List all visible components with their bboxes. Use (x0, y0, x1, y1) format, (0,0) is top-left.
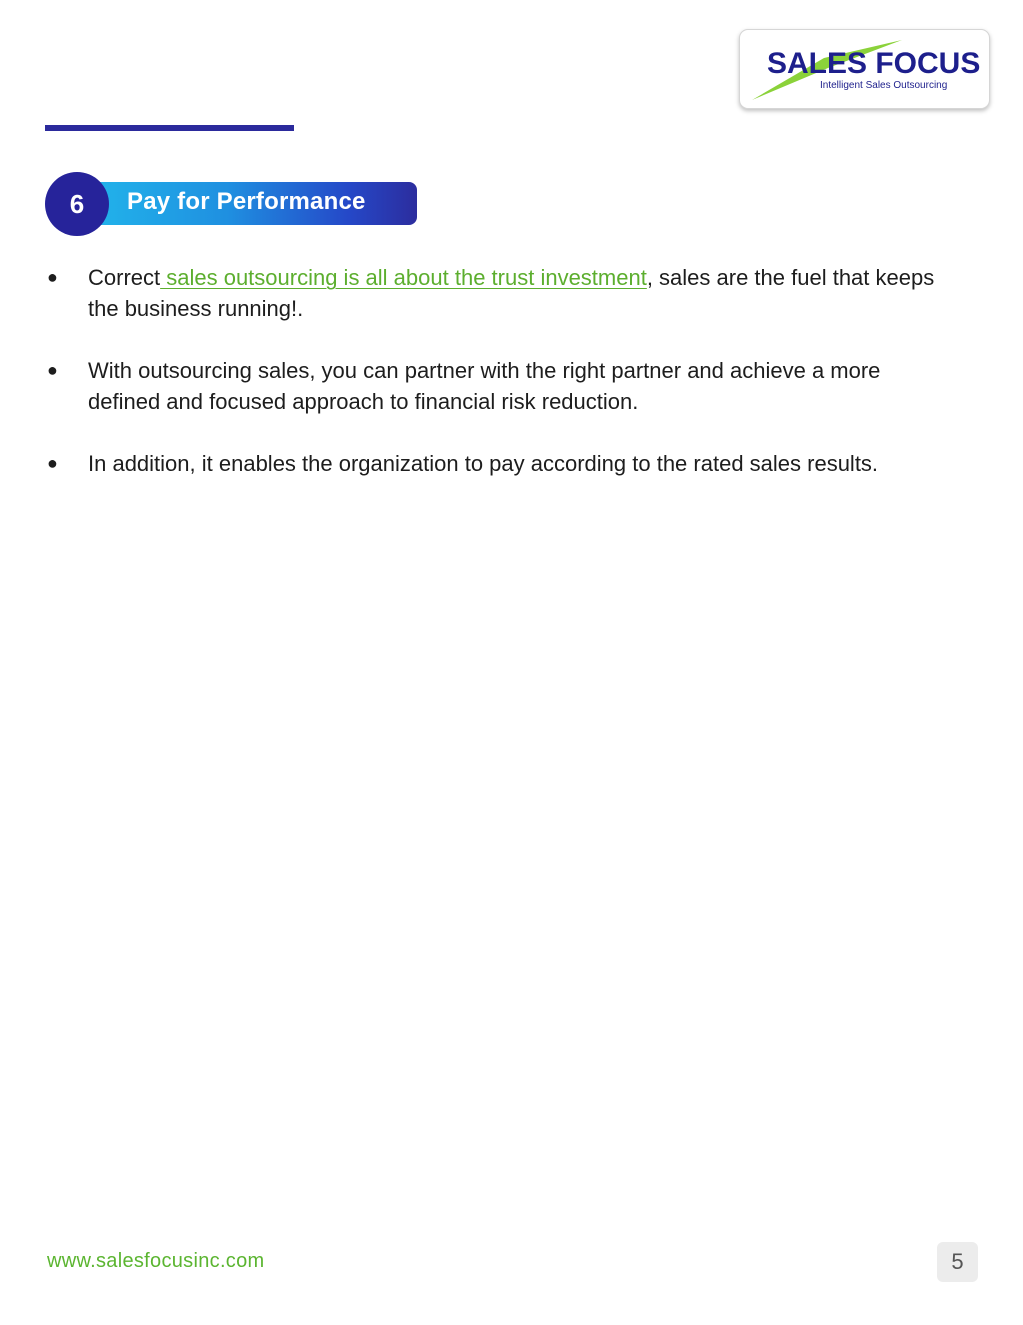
bullet-text-end: , sales are the fuel that keeps the business running!. (88, 265, 935, 321)
company-logo (739, 29, 990, 109)
bullet-text-start: Correct (88, 265, 161, 290)
trust-investment-link[interactable]: sales outsourcing is all about the trust investment (160, 265, 647, 290)
logo-wordmark: SALES FOCUS (767, 47, 981, 80)
bullet-text: With outsourcing sales, you can partner with the right partner and achieve a more defined and focused approach to financial risk reduction. (88, 358, 881, 414)
bullet-text: In addition, it enables the organization to pay according to the rated sales results. (88, 451, 879, 476)
header-rule (45, 125, 294, 131)
logo-tagline: Intelligent Sales Outsourcing (820, 80, 948, 91)
sales-focus-logo-graphic (740, 30, 990, 109)
list-item (45, 355, 955, 417)
bullet-marker: ● (47, 267, 58, 287)
page-number: 5 (937, 1242, 978, 1282)
bullet-marker: ● (47, 453, 58, 473)
bullet-marker: ● (47, 360, 58, 380)
section-banner (45, 172, 425, 236)
list-item (45, 262, 955, 324)
bullet-list (45, 262, 955, 510)
footer-website-link[interactable]: www.salesfocusinc.com (47, 1250, 265, 1272)
section-title: Pay for Performance (127, 188, 366, 215)
list-item (45, 448, 955, 479)
section-number-badge: 6 (45, 172, 109, 236)
